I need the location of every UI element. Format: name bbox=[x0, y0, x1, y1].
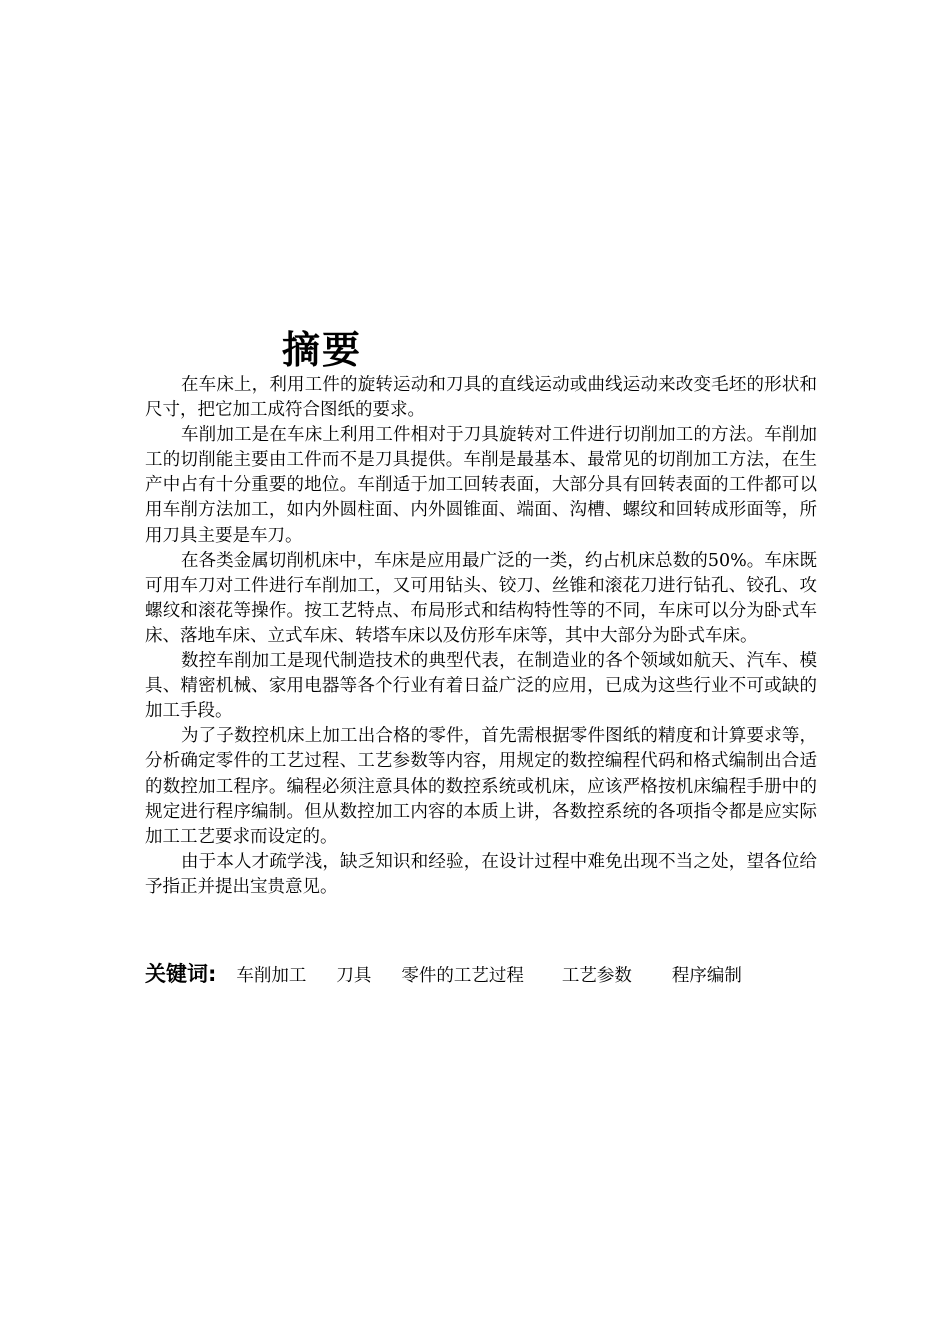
abstract-paragraph: 由于本人才疏学浅，缺乏知识和经验，在设计过程中难免出现不当之处，望各位给予指正并提出宝贵意见。 bbox=[145, 851, 817, 897]
abstract-title: 摘要 bbox=[282, 328, 363, 372]
keywords-label: 关键词: bbox=[145, 962, 217, 986]
keyword-item: 零件的工艺过程 bbox=[401, 966, 524, 986]
keyword-item: 车削加工 bbox=[236, 966, 307, 986]
abstract-paragraph: 数控车削加工是现代制造技术的典型代表，在制造业的各个领域如航天、汽车、模具、精密机械、家用电器等各个行业有着日益广泛的应用，已成为这些行业不可或缺的加工手段。 bbox=[145, 651, 817, 722]
abstract-paragraph: 车削加工是在车床上利用工件相对于刀具旋转对工件进行切削加工的方法。车削加工的切削能主要由工件而不是刀具提供。车削是最基本、最常见的切削加工方法，在生产中占有十分重要的地位。车削适于加工回转表面，大部分具有回转表面的工件都可以用车削方法加工，如内外圆柱面、内外圆锥面、端面、沟槽、螺纹和回转成形面等，所用刀具主要是车刀。 bbox=[145, 425, 817, 546]
keywords-line bbox=[145, 958, 742, 988]
keyword-item: 工艺参数 bbox=[561, 966, 632, 986]
abstract-paragraph: 在各类金属切削机床中，车床是应用最广泛的一类，约占机床总数的50%。车床既可用车刀对工件进行车削加工，又可用钻头、铰刀、丝锥和滚花刀进行钻孔、铰孔、攻螺纹和滚花等操作。按工艺特点、布局形式和结构特性等的不同，车床可以分为卧式车床、落地车床、立式车床、转塔车床以及仿形车床等，其中大部分为卧式车床。 bbox=[145, 550, 817, 646]
keyword-item: 刀具 bbox=[336, 966, 372, 986]
abstract-paragraph: 在车床上，利用工件的旋转运动和刀具的直线运动或曲线运动来改变毛坯的形状和尺寸，把它加工成符合图纸的要求。 bbox=[145, 375, 817, 421]
abstract-body bbox=[145, 373, 817, 900]
keyword-item: 程序编制 bbox=[671, 966, 742, 986]
abstract-paragraph: 为了子数控机床上加工出合格的零件，首先需根据零件图纸的精度和计算要求等，分析确定零件的工艺过程、工艺参数等内容，用规定的数控编程代码和格式编制出合适的数控加工程序。编程必须注意具体的数控系统或机床，应该严格按机床编程手册中的规定进行程序编制。但从数控加工内容的本质上讲，各数控系统的各项指令都是应实际加工工艺要求而设定的。 bbox=[145, 726, 817, 847]
